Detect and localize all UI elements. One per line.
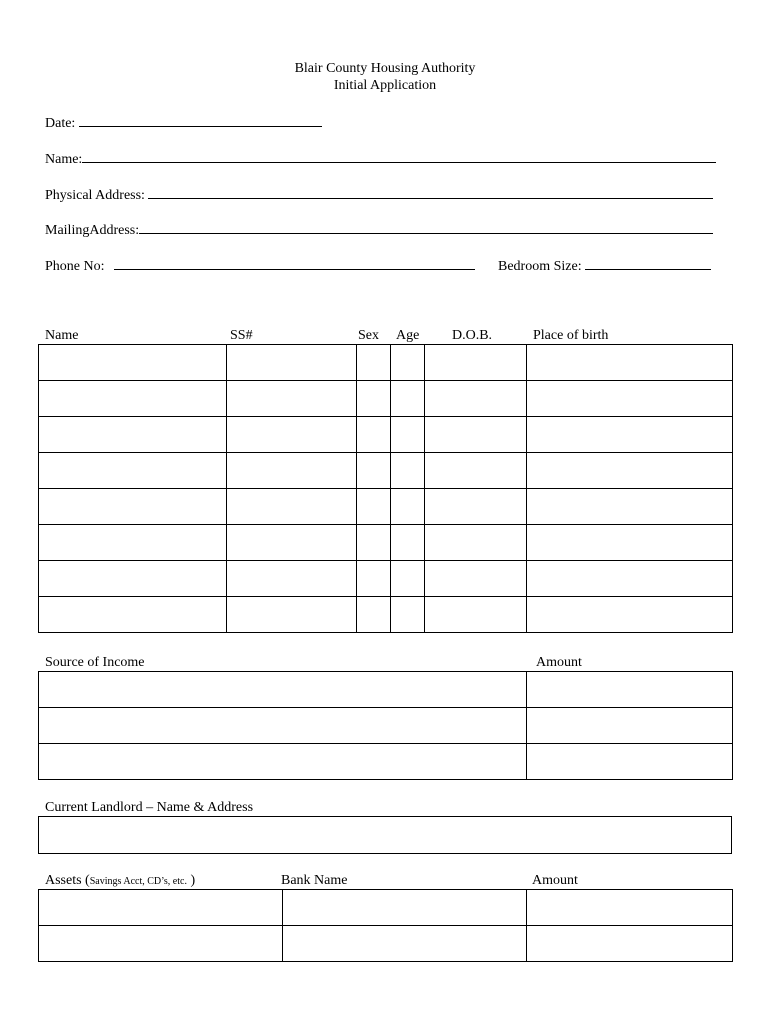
phone-label: Phone No: [45, 259, 105, 274]
household-cell[interactable] [39, 345, 227, 381]
table-row [39, 744, 733, 780]
bedroom-size-field[interactable] [498, 257, 711, 275]
household-cell[interactable] [527, 345, 733, 381]
name-label: Name: [45, 152, 83, 167]
assets-cell[interactable] [527, 926, 733, 962]
household-cell[interactable] [227, 417, 357, 453]
household-cell[interactable] [357, 381, 391, 417]
assets-header-note: Savings Acct, CD’s, etc. [89, 876, 187, 887]
household-cell[interactable] [391, 453, 425, 489]
income-cell[interactable] [527, 672, 733, 708]
household-cell[interactable] [357, 525, 391, 561]
household-cell[interactable] [425, 417, 527, 453]
household-cell[interactable] [227, 597, 357, 633]
household-cell[interactable] [425, 561, 527, 597]
assets-header [45, 873, 195, 889]
mailing-address-field[interactable] [45, 221, 713, 239]
table-row [39, 890, 733, 926]
physical-address-line[interactable] [148, 186, 713, 199]
landlord-cell[interactable] [39, 817, 732, 854]
household-cell[interactable] [227, 489, 357, 525]
assets-cell[interactable] [527, 890, 733, 926]
household-cell[interactable] [357, 345, 391, 381]
assets-cell[interactable] [283, 890, 527, 926]
household-cell[interactable] [391, 489, 425, 525]
household-cell[interactable] [357, 417, 391, 453]
household-cell[interactable] [391, 381, 425, 417]
landlord-header: Current Landlord – Name & Address [45, 800, 254, 815]
household-cell[interactable] [425, 525, 527, 561]
assets-cell[interactable] [39, 926, 283, 962]
household-cell[interactable] [391, 525, 425, 561]
household-cell[interactable] [527, 597, 733, 633]
household-cell[interactable] [39, 561, 227, 597]
household-cell[interactable] [391, 597, 425, 633]
household-cell[interactable] [527, 381, 733, 417]
household-cell[interactable] [527, 453, 733, 489]
household-cell[interactable] [391, 345, 425, 381]
physical-address-label: Physical Address: [45, 188, 145, 203]
table-row [39, 489, 733, 525]
assets-cell[interactable] [283, 926, 527, 962]
household-cell[interactable] [227, 453, 357, 489]
household-header-name: Name [45, 328, 79, 343]
household-cell[interactable] [357, 453, 391, 489]
bedroom-size-label: Bedroom Size: [498, 259, 582, 274]
income-cell[interactable] [527, 708, 733, 744]
landlord-table [38, 816, 732, 854]
household-cell[interactable] [39, 417, 227, 453]
household-cell[interactable] [425, 381, 527, 417]
income-source-header: Source of Income [45, 655, 145, 670]
assets-cell[interactable] [39, 890, 283, 926]
table-row [39, 672, 733, 708]
household-header-place-of-birth: Place of birth [533, 328, 609, 343]
assets-amount-header: Amount [532, 873, 578, 888]
income-table [38, 671, 733, 780]
income-cell[interactable] [39, 744, 527, 780]
household-cell[interactable] [39, 489, 227, 525]
household-cell[interactable] [227, 345, 357, 381]
household-cell[interactable] [357, 597, 391, 633]
mailing-address-line[interactable] [139, 221, 713, 234]
household-header-dob: D.O.B. [452, 328, 493, 343]
table-row [39, 453, 733, 489]
household-header-sex: Sex [358, 328, 379, 343]
household-cell[interactable] [425, 345, 527, 381]
household-cell[interactable] [527, 561, 733, 597]
organization-name: Blair County Housing Authority [294, 61, 476, 76]
income-cell[interactable] [39, 708, 527, 744]
household-cell[interactable] [39, 525, 227, 561]
table-row [39, 708, 733, 744]
phone-field[interactable] [45, 257, 475, 275]
household-cell[interactable] [527, 525, 733, 561]
phone-line[interactable] [114, 257, 475, 270]
income-amount-header: Amount [536, 655, 582, 670]
table-row [39, 561, 733, 597]
assets-header-label: Assets ( [45, 873, 90, 888]
household-cell[interactable] [391, 417, 425, 453]
table-row [39, 417, 733, 453]
income-cell[interactable] [527, 744, 733, 780]
household-cell[interactable] [227, 561, 357, 597]
household-cell[interactable] [39, 597, 227, 633]
assets-table [38, 889, 733, 962]
form-title: Initial Application [333, 78, 437, 93]
household-cell[interactable] [227, 525, 357, 561]
household-cell[interactable] [357, 561, 391, 597]
name-line[interactable] [82, 150, 716, 163]
table-row [39, 525, 733, 561]
income-cell[interactable] [39, 672, 527, 708]
household-header-age: Age [396, 328, 420, 343]
household-cell[interactable] [39, 381, 227, 417]
table-row [39, 381, 733, 417]
household-cell[interactable] [391, 561, 425, 597]
household-cell[interactable] [39, 453, 227, 489]
physical-address-field[interactable] [45, 186, 713, 204]
household-cell[interactable] [357, 489, 391, 525]
table-row [39, 817, 732, 854]
bedroom-size-line[interactable] [585, 257, 711, 270]
assets-bank-header: Bank Name [281, 873, 348, 888]
date-label: Date: [45, 116, 76, 131]
table-row [39, 345, 733, 381]
date-line[interactable] [79, 114, 322, 127]
name-field[interactable] [45, 150, 716, 168]
household-cell[interactable] [227, 381, 357, 417]
mailing-address-label: MailingAddress: [45, 223, 140, 238]
household-cell[interactable] [425, 489, 527, 525]
household-cell[interactable] [527, 417, 733, 453]
date-field[interactable] [45, 114, 322, 132]
household-cell[interactable] [425, 453, 527, 489]
household-table [38, 344, 733, 633]
household-header-ss: SS# [230, 328, 253, 343]
household-cell[interactable] [425, 597, 527, 633]
assets-header-close: ) [186, 873, 196, 888]
household-cell[interactable] [527, 489, 733, 525]
table-row [39, 597, 733, 633]
table-row [39, 926, 733, 962]
